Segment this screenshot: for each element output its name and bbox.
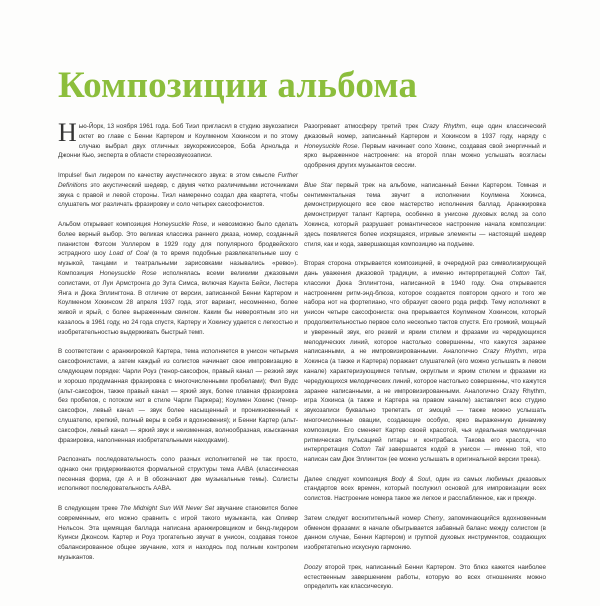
paragraph: Затем следует восхитительный номер Cherry, запоминающийся вдохновенным обменом фразами: в начале обыгрывается забавный баланс между солистом (в данном случае, Бенни Картером) и группой духовых инструментов, создающих изобретательно искусную гармонию. [304,514,547,552]
paragraph: Альбом открывает композиция Honeysuckle Rose, и невозможно было сделать более верный выбор. Это великая классика раннего джаза, номер, созданный пианистом Фэтсом Уоллером в 1929 году для популярного бродвейского эстрадного шоу Load of Coal (в то время подобные развлекательные шоу с музыкой, танцами и театральными зарисовками назывались «ревю»). Композиция Honeysuckle Rose исполнялась всеми великими джазовыми солистами, от Луи Армстронга до Зута Симса, включая Каунта Бейси, Лестера Янга и Дюка Эллингтона. В отличие от версии, записанной Бенни Картером и Коулменом Хокинсом 28 апреля 1937 года, этот вариант, несомненно, более живой и ярый, с более выраженным свингом. Каким бы невероятным это ни казалось в 1961 году, но 24 года спустя, Картеру и Хокинсу удается с легкостью и изобретательностью выдерживать быстрый темп. [58,220,299,336]
paragraph: Далее следует композиция Body & Soul, один из самых любимых джазовых стандартов всех времен, который послужил основой для импровизации всех солистов. Настроение номера такое же легкое и расслабленное, как и прежде. [304,475,546,503]
page-title: Композиции альбома [58,65,418,106]
paragraph: Вторая сторона открывается композицией, в очередной раз символизирующей дань уважения джазовой традиции, а именно интерпретацией Cotton Tail, классики Дюка Эллингтона, написанной в 1940 году. Она открывается настроением ритм-энд-блюза, которое создается повтором одного и того же набора нот на фортепиано, что образует своего рода рифф. Тему исполняют в унисон четыре саксофониста: она прерывается Коулменом Хокинсом, который продолжительностью первое соло несколько тактов спустя. Его громкий, мощный и уверенный звук, его резкий и ярким стилем и фразами из чередующихся мелодических линий, которое настолько совершенны, что кажутся заранее написанными, а не импровизированными. Аналогично Crazy Rhythm, игра Хокинса (а также и Картера) поражает слушателей (его можно услышать в левом канале) характеризующимся теплым, округлым и ярким стилем и фразами из чередующихся мелодических линий, которое настолько совершенны, что кажутся заранее написанными, а не импровизированными. Аналогично Crazy Rhythm, игра Хокинса (а также и Картера на правом канале) заставляет всю студию звукозаписи буквально трепетать от эмоций — также можно услышать многочисленные овации, создающие особую, ярко выраженную динамику композиции. Его сменяет Картер своей красотой, чья идеальная мелодичная ритмическая пульсацией гитары и контрабаса. Такова его красота, что интерпретация Cotton Tail завершается кодой в унисон — именно той, что написан сам Дюк Эллингтон (ее можно услышать в оригинальной версии трека). [304,260,547,464]
paragraph: Распознать последовательность соло разных исполнителей не так просто, однако они придерживаются формальной структуры тема ААВА (классическая песенная форма, где А и В обозначают две музыкальные темы). Солисты исполняют последовательность ААВА. [58,456,298,493]
paragraph: В следующем треке The Midnight Sun Will Never Set звучание становится более современным, его можно сравнить с игрой такого музыканта, как Оливер Нельсон. Эта щемящая баллада написана аранжировщиком и бенд-лидером Куинси Джонсом. Картер и Роуз трогательно звучат в унисон, создавая тонкое сбалансированное общее звучание, хотя и находясь под полным контролем музыкантов. [58,505,298,562]
paragraph: В соответствии с аранжировкой Картера, тема исполняется в унисон четырьмя саксофонистами, а затем каждый из солистов начинает свое импровизацию в следующем порядке: Чарли Роуз (тенор-саксофон, правый канал — резкий звук и хорошо продуманная фразировка с многочисленными пробелами); Фил Вудс (альт-саксофон, также правый канал — яркий звук, более плавная фразировка без пробелов, с потоком нот в стиле Чарли Паркера); Коулмен Хокинс (тенор-саксофон, левый канал — звук более насыщенный и проникновенный к слушателю, крепкий, полный веры в себя и вдохновения); и Бенни Картер (альт-саксофон, левый канал — яркий звук и неизменная, волнообразная, изысканная фразировка, наполненная изобретательными находками). [58,348,298,444]
paragraph: Нью-Йорк, 13 ноября 1961 года. Боб Тиэл пригласил в студию звукозаписи октет во главе с Бенни Картером и Коулменом Хокинсом и по этому случаю выбрал двух отличных звукорежиссеров, Боба Арнольда и Джонни Кью, эксперта в области стереозвукозаписи. [58,118,298,160]
right-column [304,122,546,592]
drop-cap: Н [58,118,77,147]
paragraph: Blue Star первый трек на альбоме, написанный Бенни Картером. Томная и сентиментальная тема звучит в исполнении Коулмена Хокинса, демонстрирующего все свое мастерство исполнения баллад. Аранжировка демонстрирует талант Картера, особенно в унисоне духовых вслед за соло Хокинса, который разрушает романтическое настроение начала композиции: здесь появляется более искрящаяся, игривые элементы — настоящий шедевр стиля, как и кода, завершающая композицию на подъеме. [304,181,546,248]
left-column [58,118,299,563]
paragraph: Impulse! был лидером по качеству акустического звука: в этом смысле Further Definitions это акустический шедевр, с двумя четко различимыми источниками звука с правой и левой стороны. Тиэл намеренно создал два квартета, чтобы слушатель мог различать фразировку и соло четырех саксофонистов. [58,171,298,209]
paragraph: Doozy второй трек, написанный Бенни Картером. Это блюз кажется наиболее естественным завершением работы, которую во всех отношениях можно определить как классическую. [304,563,546,591]
paragraph: Разогревает атмосферу третий трек Crazy Rhythm, еще один классический джазовый номер, записанный Картером и Хокинсом в 1937 году, наряду с Honeysuckle Rose. Первым начинает соло Хокинс, создавая свой энергичный и ярко выраженное настроение: на второй план можно услышать возгласы одобрения других музыкантов сессии. [304,123,547,170]
